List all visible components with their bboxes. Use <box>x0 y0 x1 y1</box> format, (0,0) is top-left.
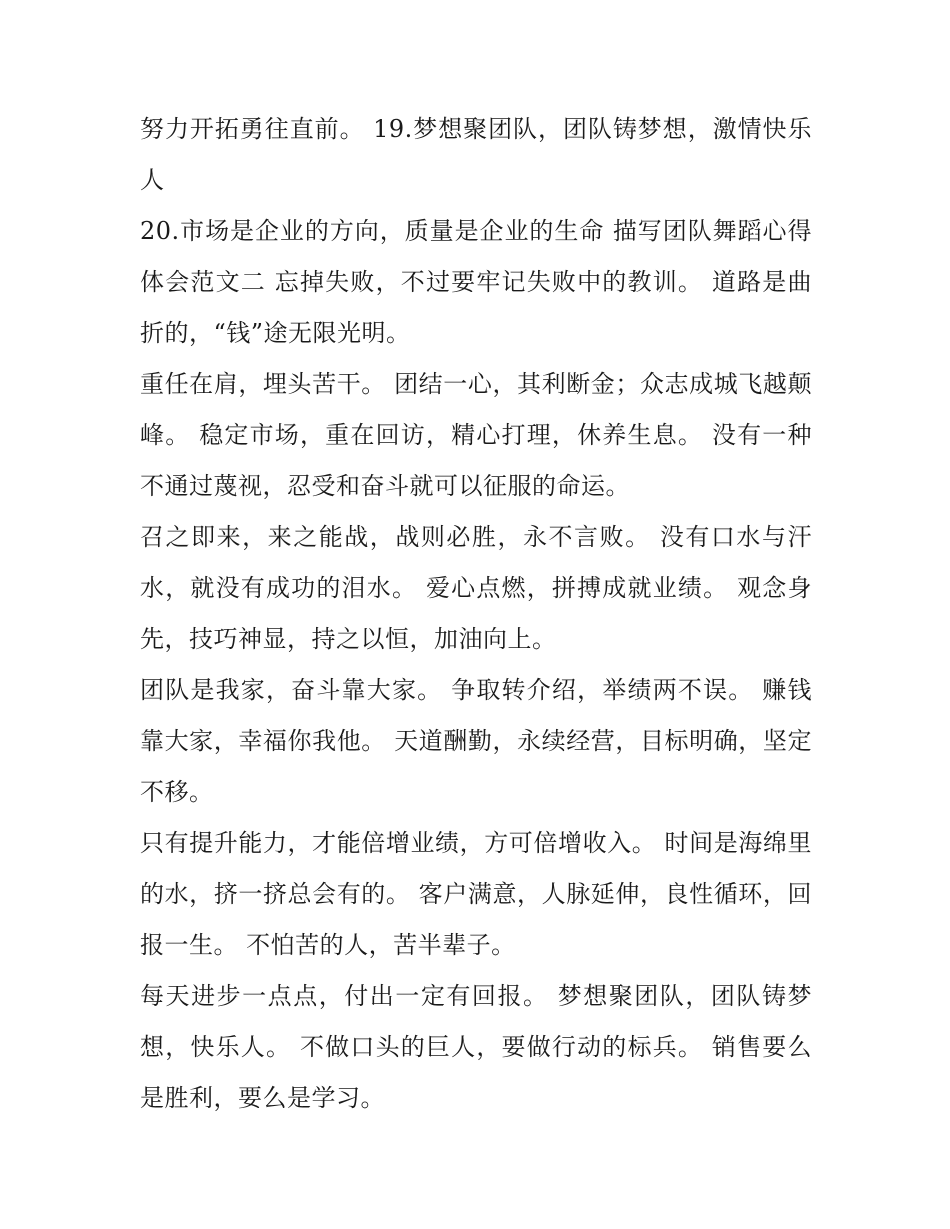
paragraph-2: 20.市场是企业的方向，质量是企业的生命 描写团队舞蹈心得体会范文二 忘掉失败，不过要牢记失败中的教训。 道路是曲折的，“钱”途无限光明。 <box>140 217 812 347</box>
paragraph-4: 召之即来，来之能战，战则必胜，永不言败。 没有口水与汗水，就没有成功的泪水。 爱心点燃，拼搏成就业绩。 观念身先，技巧神显，持之以恒，加油向上。 <box>140 523 812 653</box>
paragraph-6: 只有提升能力，才能倍增业绩，方可倍增收入。 时间是海绵里的水，挤一挤总会有的。 客户满意，人脉延伸，良性循环，回报一生。 不怕苦的人，苦半辈子。 <box>140 829 812 959</box>
paragraph-5: 团队是我家，奋斗靠大家。 争取转介绍，举绩两不误。 赚钱靠大家，幸福你我他。 天道酬勤，永续经营，目标明确，坚定不移。 <box>140 676 812 806</box>
paragraph-1: 努力开拓勇往直前。 19.梦想聚团队，团队铸梦想，激情快乐人 <box>140 115 812 194</box>
paragraph-7: 每天进步一点点，付出一定有回报。 梦想聚团队，团队铸梦想，快乐人。 不做口头的巨人，要做行动的标兵。 销售要么是胜利，要么是学习。 <box>140 982 812 1112</box>
document-body <box>140 104 812 1124</box>
paragraph-3: 重任在肩，埋头苦干。 团结一心，其利断金；众志成城飞越颠峰。 稳定市场，重在回访，精心打理，休养生息。 没有一种不通过蔑视，忍受和奋斗就可以征服的命运。 <box>140 370 812 500</box>
